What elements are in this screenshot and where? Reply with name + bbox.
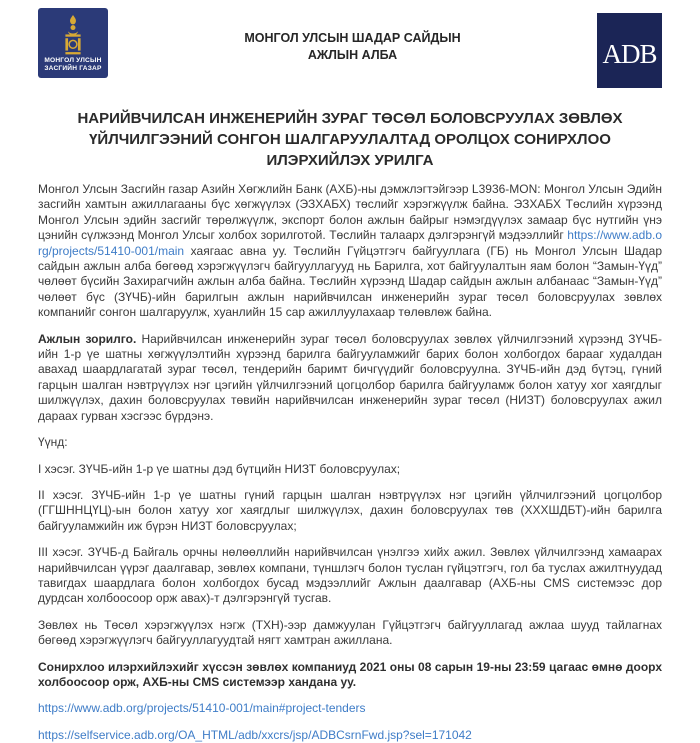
objective-text: Нарийвчилсан инженерийн зураг төсөл боловсруулах зөвлөх үйлчилгээний хүрээнд ЗҮЧБ-ийн 1-р үе шатны хөгжүүлэлтийн хүрээнд барилга байгууламжийг барих болон холбогдох барааг худалдан авахад шаардлагатай зураг төсөл, тендерийн баримт бичгүүдийг боловсруулна. ЗҮЧБ-ийн дэд бүтэц, гүний гарцын шалган нэвтрүүлэх нэг цэгийн үйлчилгээний цогцолбор барилга байгууламж болон хатуу хог хаягдлыг шилжүүлэх, дахин боловсруулах төвийн нарийвчилсан инженерийн зураг төсөл (НИЗТ) боловсруулах ажил дараах гурван хэсгээс бүрдэнэ. bbox=[38, 331, 662, 423]
intro-text-after-link: хаягаас авна уу. Төслийн Гүйцэтгэгч байгууллага (ГБ) нь Монгол Улсын Шадар сайдын ажлын алба бөгөөд хэрэгжүүлэгч байгууллагууд нь Барилга, хот байгуулалтын яам болон “Замын-Үүд” чөлөөт бүсийн Захирагчийн ажлын алба байна. Төслийн хүрээнд Шадар сайдын ажлын албанаас “Замын-Үүд” чөлөөт бүс (ЗҮЧБ)-ийн барилгын ажлын нарийвчилсан инженерийн зураг төсөл боловсруулах зөвлөх компанийг сонгон шалгаруулж, хуанлийн 15 сар ажиллуулахаар төлөвлөж байна. bbox=[38, 243, 662, 320]
reporting-paragraph: Зөвлөх нь Төсөл хэрэгжүүлэх нэгж (ТХН)-ээр дамжуулан Гүйцэтгэгч байгууллагад ажлаа шууд тайлагнах бөгөөд хэрэгжүүлэгч байгууллагуудтай нягт хамтран ажиллана. bbox=[38, 617, 662, 648]
intro-text-before-link: Монгол Улсын Засгийн газар Азийн Хөгжлийн Банк (АХБ)-ны дэмжлэгтэйгээр L3936-MON: Монгол Улсын Эдийн засгийн хамтын ажиллагааны бүс хөгжүүлэх (ЭЗХАБХ) төслийг хэрэгжүүлж байна. ЭЗХАБХ Төслийн хүрээнд Монгол Улсын эдийн засгийг төрөлжүүлж, экспорт болон ажлын байрыг нэмэгдүүлэх замаар бүс нутгийн үнэ цэнийн сүлжээнд Монгол Улсыг холбох зорилготой. Төслийн талаарх дэлгэрэнгүй мэдээллийг bbox=[38, 182, 662, 243]
deadline-paragraph: Сонирхлоо илэрхийлэхийг хүссэн зөвлөх компаниуд 2021 оны 08 сарын 19-ны 23:59 цагаас өмнө доорх холбоосоор орж, АХБ-ны CMS системээр хандана уу. bbox=[38, 659, 662, 689]
gov-logo-caption-line2: ЗАСГИЙН ГАЗАР bbox=[44, 65, 102, 72]
objective-paragraph bbox=[38, 332, 662, 424]
org-title-line2: АЖЛЫН АЛБА bbox=[307, 48, 398, 62]
part-1-paragraph: I хэсэг. ЗҮЧБ-ийн 1-р үе шатны дэд бүтцийн НИЗТ боловсруулах; bbox=[38, 461, 401, 476]
project-main-link[interactable]: https://www.adb.org/projects/51410-001/main bbox=[38, 228, 662, 258]
org-title-line1: МОНГОЛ УЛСЫН ШАДАР САЙДЫН bbox=[244, 31, 461, 45]
project-tenders-link[interactable]: https://www.adb.org/projects/51410-001/main#project-tenders bbox=[38, 701, 366, 716]
objective-lead: Ажлын зорилго. bbox=[38, 331, 137, 346]
gov-logo-caption bbox=[44, 57, 101, 73]
tenders-link-line bbox=[38, 701, 662, 716]
adb-logo-text: ADB bbox=[602, 39, 657, 69]
document-header bbox=[38, 8, 662, 88]
header-org-title bbox=[108, 8, 597, 64]
cms-link-line bbox=[38, 728, 662, 743]
part-2-paragraph: II хэсэг. ЗҮЧБ-ийн 1-р үе шатны гүний гарцын шалган нэвтрүүлэх нэг цэгийн үйлчилгээний цогцолбор (ГГШННЦҮЦ)-ын болон хатуу хог хаягдлыг шилжүүлэх, дахин боловсруулах төв (ХХХШДБТ)-ийн барилга байгууламжийн иж бүрэн НИЗТ боловсруулах; bbox=[38, 487, 662, 533]
list-intro: Үүнд: bbox=[38, 435, 68, 450]
part-3-paragraph: III хэсэг. ЗҮЧБ-д Байгаль орчны нөлөөллийн нарийвчилсан үнэлгээ хийх ажил. Зөвлөх үйлчилгээнд хамаарах нарийвчилсан үүрэг даалгавар, зөвлөх компани, түншлэгч болон туслан гүйцэтгэгч, гол ба туслах ажилтнуудад тавигдах шаардлага болон холбогдох бусад мэдээллийг Ажлын даалгавар (АХБ-ны CMS системээс дор дурдсан холбоосоор орж авах)-т дэлгэрэнгүй тусгав. bbox=[38, 545, 662, 606]
intro-paragraph bbox=[38, 182, 662, 321]
mongolia-government-logo bbox=[38, 8, 108, 78]
adb-logo bbox=[597, 13, 662, 88]
gov-logo-caption-line1: МОНГОЛ УЛСЫН bbox=[44, 57, 102, 64]
page-title: НАРИЙВЧИЛСАН ИНЖЕНЕРИЙН ЗУРАГ ТӨСӨЛ БОЛОВСРУУЛАХ ЗӨВЛӨХ ҮЙЛЧИЛГЭЭНИЙ СОНГОН ШАЛГАРУУЛАЛТАД ОРОЛЦОХ СОНИРХЛОО ИЛЭРХИЙЛЭХ УРИЛГА bbox=[77, 110, 623, 169]
cms-selfservice-link[interactable]: https://selfservice.adb.org/OA_HTML/adb/xxcrs/jsp/ADBCsrnFwd.jsp?sel=171042 bbox=[38, 727, 472, 742]
soyombo-emblem-icon bbox=[54, 15, 92, 55]
